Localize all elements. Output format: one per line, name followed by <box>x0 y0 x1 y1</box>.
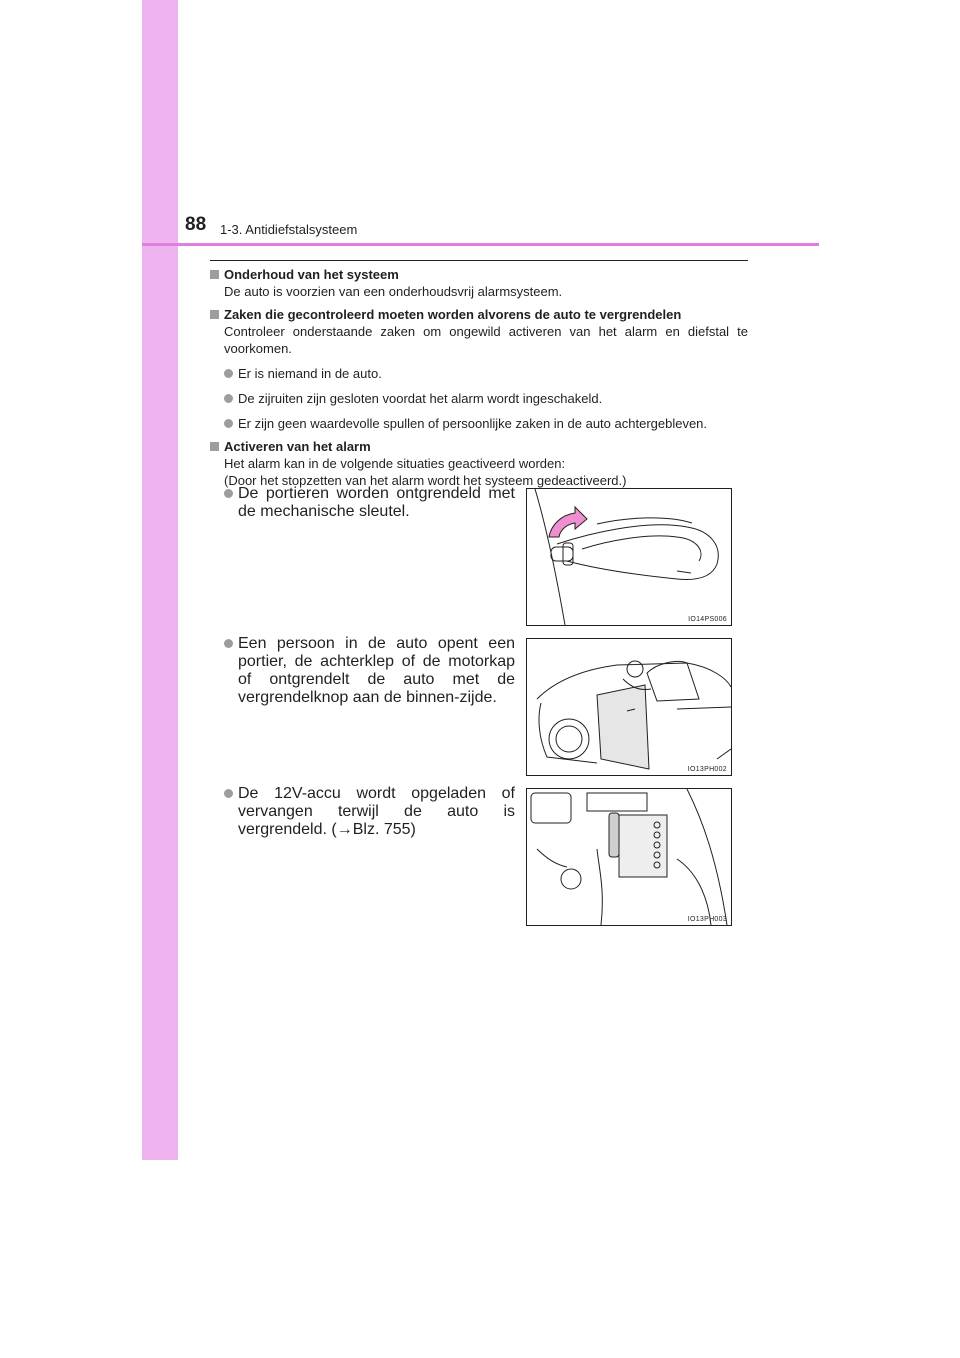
list-item-text: Een persoon in de auto opent een portier, de achterklep of de motorkap of ontgrendelt de auto met de vergrendelknop aan de binnen-zijde. <box>238 635 515 706</box>
square-marker-icon <box>210 270 219 279</box>
list-item-text: Er zijn geen waardevolle spullen of persoonlijke zaken in de auto achtergebleven. <box>238 416 708 431</box>
list-item <box>210 415 748 432</box>
section-heading <box>210 438 748 455</box>
car-door-open-illustration <box>526 638 732 776</box>
bullet-dot-icon <box>224 369 233 378</box>
section-maintenance <box>210 266 748 300</box>
list-item <box>210 635 515 707</box>
battery-replace-illustration <box>526 788 732 926</box>
figure-label: IO13PH002 <box>687 766 727 773</box>
figure-label: IO13PH003 <box>687 916 727 923</box>
chapter-side-tab <box>142 0 178 1160</box>
page-number: 88 <box>185 214 207 235</box>
main-content <box>210 266 748 495</box>
list-item-text: Er is niemand in de auto. <box>238 366 382 381</box>
bullet-dot-icon <box>224 639 233 648</box>
header-rule <box>142 243 819 246</box>
bullet-dot-icon <box>224 789 233 798</box>
square-marker-icon <box>210 310 219 319</box>
section-heading <box>210 306 748 323</box>
section-body: Controleer onderstaande zaken om ongewild activeren van het alarm en diefstal te voorkomen. <box>224 324 748 356</box>
figure-label: IO14PS006 <box>688 616 727 623</box>
section-title: Zaken die gecontroleerd moeten worden alvorens de auto te vergrendelen <box>224 307 682 322</box>
content-rule <box>210 260 748 261</box>
section-heading <box>210 266 748 283</box>
list-item-text: De zijruiten zijn gesloten voordat het alarm wordt ingeschakeld. <box>238 391 603 406</box>
bullet-dot-icon <box>224 419 233 428</box>
list-item <box>210 785 515 839</box>
chapter-title: 1-3. Antidiefstalsysteem <box>220 222 358 237</box>
list-item <box>210 365 748 382</box>
list-item-text: De portieren worden ontgrendeld met de mechanische sleutel. <box>238 485 515 520</box>
section-alarm-activation <box>210 438 748 489</box>
list-item-text: De 12V-accu wordt opgeladen of vervangen terwijl de auto is vergrendeld. (→Blz. 755) <box>238 785 515 838</box>
bullet-dot-icon <box>224 394 233 403</box>
door-key-illustration <box>526 488 732 626</box>
section-title: Onderhoud van het systeem <box>224 267 399 282</box>
section-title: Activeren van het alarm <box>224 439 371 454</box>
section-checklist <box>210 306 748 432</box>
bullet-dot-icon <box>224 489 233 498</box>
list-item <box>210 390 748 407</box>
list-item <box>210 485 515 521</box>
square-marker-icon <box>210 442 219 451</box>
section-body-line: Het alarm kan in de volgende situaties geactiveerd worden: <box>224 456 566 471</box>
section-body: De auto is voorzien van een onderhoudsvrij alarmsysteem. <box>224 284 563 299</box>
section-body-line: (Door het stopzetten van het alarm wordt het systeem gedeactiveerd.) <box>224 473 627 488</box>
